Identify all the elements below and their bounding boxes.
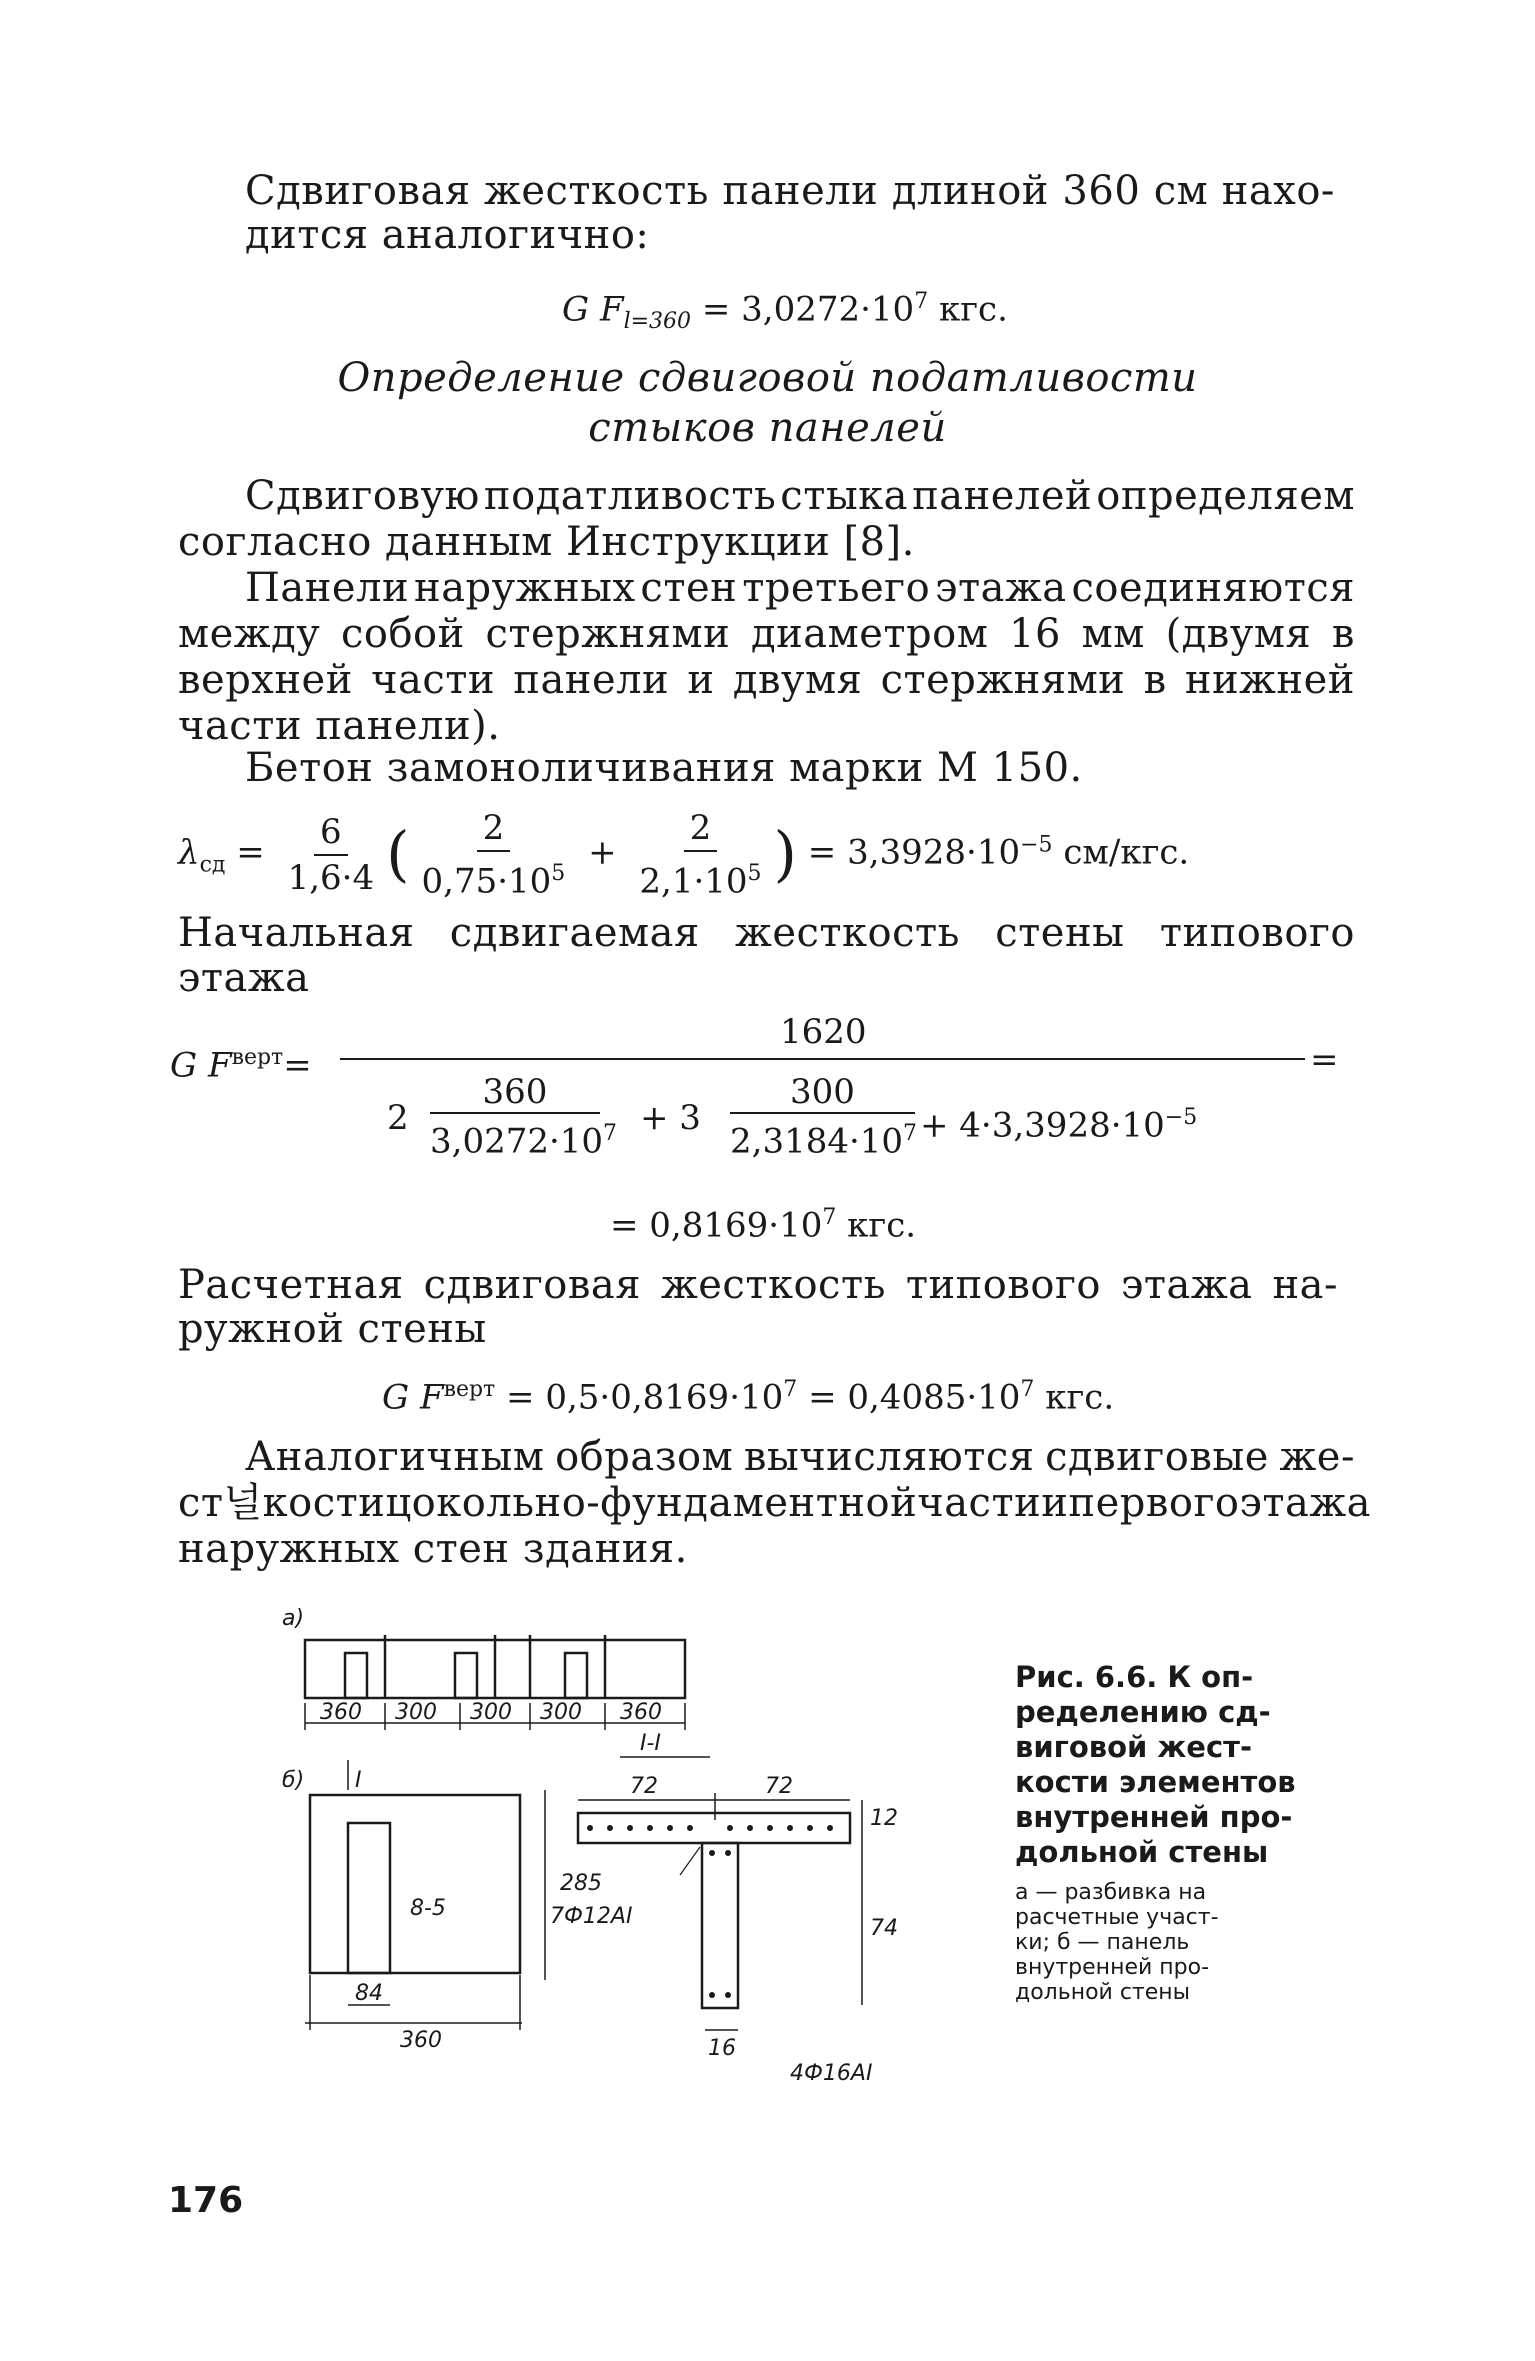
text-line: Бетон замоноличивания марки М 150. [245,745,1083,791]
dim-label: 12 [870,1806,898,1831]
figure-label-b: б) [282,1768,305,1793]
dim-label: 72 [765,1774,793,1799]
text-line: Сдвиговую податливость стыка панелей определяем [245,473,1355,519]
dim-label: 72 [630,1774,658,1799]
section-heading: стыков панелей [588,405,947,451]
rebar-label: 4Ф16АI [790,2061,873,2086]
figure-label-a: а) [282,1606,305,1631]
formula-gf-vert-calc: G $F^{верт} = 0,5\cdot 0,8169\cdot 10^7 = 0,4085\cdot 10^7$ кгс. [382,1377,1115,1418]
text-line: Сдвиговая жесткость панели длиной 360 см нахо- [245,168,1335,214]
dim-label: 300 [470,1700,512,1725]
panel-label: 8-5 [410,1896,446,1921]
text-line: ружной стены [178,1306,487,1352]
dim-label: 16 [708,2036,736,2061]
formula-lambda: $\lambda_{сд}$ = $\frac{6}{1,6\cdot 4}$ ( $\frac{2}{0,75\cdot 10^5}$ + $\frac{2}{2,1\cdot 10^5}$ ) = $3,3928\cdot 10^{-5}$ см/кгс. [178,808,1190,902]
text-line: ст널кости цокольно-фундаментной части и первого этажа [178,1480,1372,1526]
text-line: верхней части панели и двумя стержнями в нижней [178,657,1355,703]
dim-label: 300 [540,1700,582,1725]
text-line: Расчетная сдвиговая жесткость типового этажа на- [178,1262,1338,1308]
dim-label: 300 [395,1700,437,1725]
page-number: 176 [168,2180,244,2221]
text-line: Аналогичным образом вычисляются сдвиговые же- [245,1434,1355,1480]
formula-gf-360: G $F_{l=360} = 3,0272\cdot 10^7$ кгс. [562,289,1008,335]
section-heading: Определение сдвиговой податливости [337,355,1198,401]
dim-label: 74 [870,1916,898,1941]
book-page: Сдвиговая жесткость панели длиной 360 см нахо- дится аналогично: G $F_{l=360} = 3,0272\cdot 10^7$ кгс. Определение сдвиговой податливости стыков панелей Сдвиговую податливость стыка панелей определяем согласно данным Инструкции [8]. Панели наружных стен третьего этажа соединяются между собой стержнями диаметром 16 мм (двумя в верхней части панели и двумя стержнями в нижней части панели). Бетон замоноличивания марки М 150. $\lambda_{сд}$ = $\frac{6}{1,6\cdot 4}$ ( $\frac{2}{0,75\cdot 10^5}$ + $\frac{2}{2,1\cdot 10^5}$ ) = $3,3928\cdot 10^{-5}$ см/кгс. Начальная сдвигаемая жесткость стены типового этажа G $F^{верт}=$ 1620 = 2 360 $3,0272\cdot 10^7$ + 3 300 $2,3184\cdot 10^7$ + $4\cdot 3,3928\cdot 10^{-5}$ = $0,8169\cdot 10^7$ кгс. Расчетная сдвиговая жесткость типового этажа на- ружной стены G $F^{верт} = 0,5\cdot 0,8169\cdot 10^7 = 0,4085\cdot 10^7$ кгс. Аналогичным образом вычисляются сдвиговые же- ст널кости цокольно-фундаментной части и первого этажа наружных стен здания. а) 360 300 300 300 360 б) I I-I 8-5 84 360 285 72 72 12 74 16 7Ф12АI 4Ф16АI Рис. 6.6. К оп- ределению сд- виговой жест- кости элементов внутренней про- дольной стены а — разбивка на расчетные участ- ки; б — панель внутренней про- дольной стены 176 [0,0,1535,2361]
text-line: Панели наружных стен третьего этажа соединяются [245,565,1355,611]
dim-label: 360 [400,2028,442,2053]
figure-6-6 [260,1595,940,2095]
text-line: между собой стержнями диаметром 16 мм (двумя в [178,611,1355,657]
section-mark: I [355,1768,362,1793]
dim-label: 84 [355,1981,383,2006]
dim-label: 285 [560,1871,602,1896]
section-label: I-I [640,1731,661,1756]
rebar-label: 7Ф12АI [550,1904,633,1929]
text-line: этажа [178,955,310,1001]
text-line: согласно данным Инструкции [8]. [178,519,915,565]
text-line: части панели). [178,703,501,749]
dim-label: 360 [620,1700,662,1725]
text-line: Начальная сдвигаемая жесткость стены типового [178,910,1355,956]
dim-label: 360 [320,1700,362,1725]
text-line: наружных стен здания. [178,1526,688,1572]
text-line: дится аналогично: [245,212,650,258]
